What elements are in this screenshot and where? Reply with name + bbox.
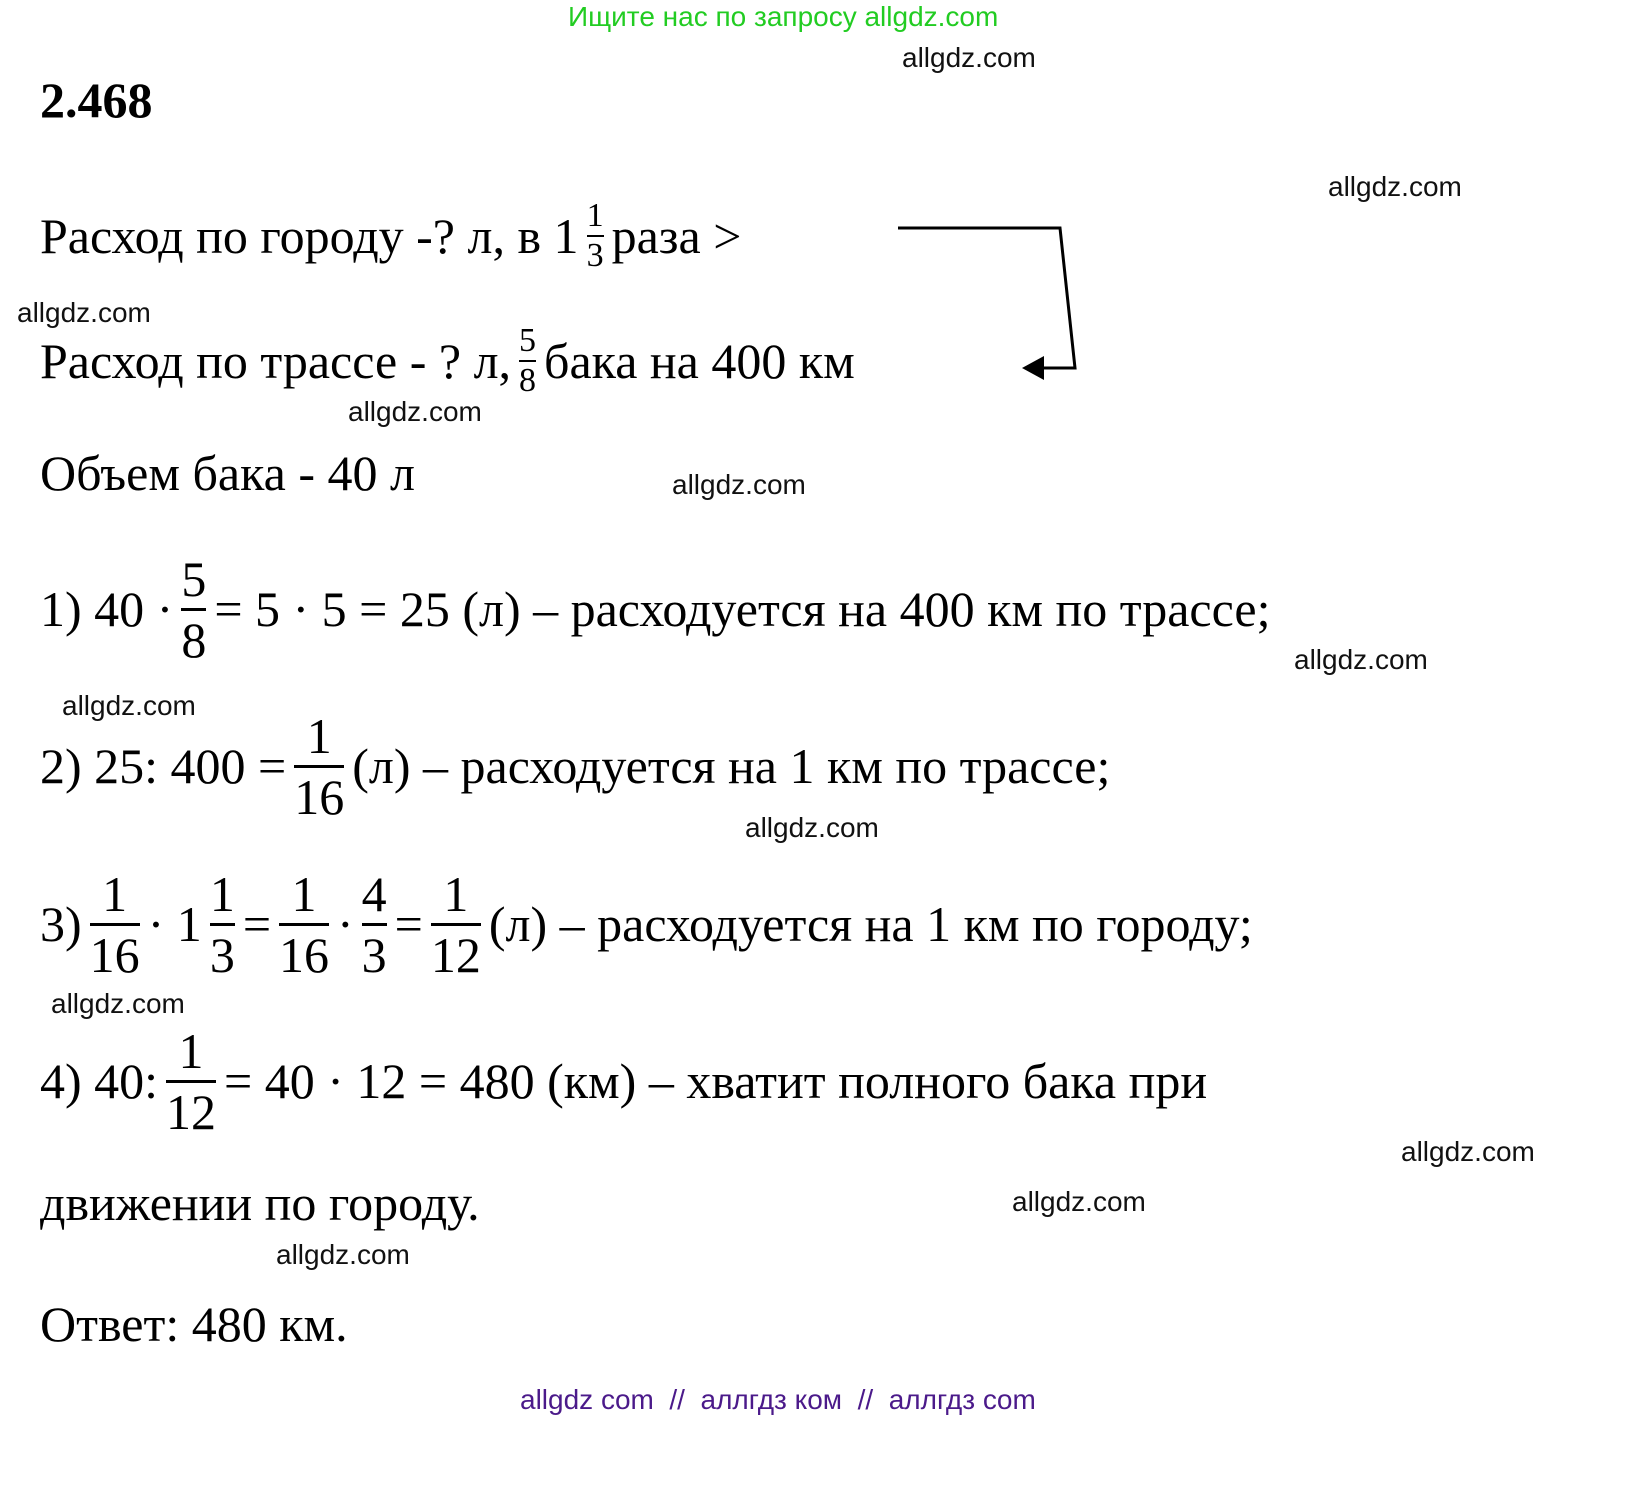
problem-number: 2.468 bbox=[40, 72, 153, 128]
watermark: allgdz.com bbox=[1294, 644, 1428, 675]
text: (л) – расходуется на 1 км по городу; bbox=[488, 896, 1253, 952]
denominator: 3 bbox=[209, 926, 235, 983]
step-4 bbox=[40, 1011, 1207, 1151]
denominator: 16 bbox=[279, 926, 330, 983]
denominator: 8 bbox=[519, 362, 537, 399]
denominator: 3 bbox=[361, 926, 387, 983]
numerator: 5 bbox=[519, 322, 537, 359]
step-4-continued: движении по городу. bbox=[40, 1175, 480, 1231]
fraction bbox=[279, 865, 330, 983]
numerator: 5 bbox=[181, 550, 207, 607]
fraction bbox=[361, 865, 387, 983]
text: (л) – расходуется на 1 км по трассе; bbox=[352, 738, 1111, 794]
numerator: 1 bbox=[209, 865, 235, 922]
step-1 bbox=[40, 539, 1271, 679]
denominator: 16 bbox=[294, 768, 345, 825]
text: = bbox=[242, 896, 272, 952]
watermark: allgdz.com bbox=[672, 469, 806, 500]
numerator: 1 bbox=[586, 197, 604, 234]
denominator: 12 bbox=[166, 1083, 217, 1140]
fraction-bar bbox=[279, 923, 329, 926]
fraction-bar bbox=[362, 923, 387, 926]
fraction bbox=[519, 324, 536, 398]
watermark: allgdz.com bbox=[276, 1239, 410, 1270]
fraction bbox=[294, 707, 345, 825]
text: 1) 40 · bbox=[40, 581, 174, 637]
given-highway bbox=[40, 291, 855, 431]
search-banner: Ищите нас по запросу allgdz.com bbox=[568, 1, 999, 32]
text: Расход по городу -? л, в 1 bbox=[40, 208, 579, 264]
given-tank: Объем бака - 40 л bbox=[40, 445, 415, 501]
denominator: 8 bbox=[181, 611, 207, 668]
footer-watermark: allgdz com // аллгдз ком // аллгдз com bbox=[520, 1384, 1036, 1415]
denominator: 3 bbox=[586, 237, 604, 274]
fraction-bar bbox=[181, 608, 206, 611]
fraction-bar bbox=[90, 923, 140, 926]
watermark: allgdz.com bbox=[1328, 171, 1462, 202]
fraction bbox=[181, 550, 207, 668]
text: Расход по трассе - ? л, bbox=[40, 333, 512, 389]
text: · 1 bbox=[147, 896, 202, 952]
step-2 bbox=[40, 696, 1110, 836]
watermark: allgdz.com bbox=[1401, 1136, 1535, 1167]
numerator: 1 bbox=[443, 865, 469, 922]
denominator: 16 bbox=[89, 926, 140, 983]
fraction bbox=[430, 865, 481, 983]
fraction bbox=[89, 865, 140, 983]
fraction-bar bbox=[431, 923, 481, 926]
watermark: allgdz.com bbox=[902, 42, 1036, 73]
answer: Ответ: 480 км. bbox=[40, 1296, 348, 1352]
watermark: allgdz.com bbox=[62, 690, 196, 721]
text: = 40 · 12 = 480 (км) – хватит полного бака при bbox=[224, 1053, 1208, 1109]
denominator: 12 bbox=[430, 926, 481, 983]
text: 3) bbox=[40, 896, 82, 952]
text: 2) 25: 400 = bbox=[40, 738, 287, 794]
text: бака на 400 км bbox=[544, 333, 855, 389]
text: 4) 40: bbox=[40, 1053, 159, 1109]
watermark: allgdz.com bbox=[17, 297, 151, 328]
watermark: allgdz.com bbox=[348, 396, 482, 427]
numerator: 1 bbox=[291, 865, 317, 922]
fraction-bar bbox=[166, 1080, 216, 1083]
text: = 5 · 5 = 25 (л) – расходуется на 400 км по трассе; bbox=[214, 581, 1271, 637]
fraction bbox=[209, 865, 235, 983]
watermark: allgdz.com bbox=[745, 812, 879, 843]
fraction-bar bbox=[294, 765, 344, 768]
fraction bbox=[166, 1022, 217, 1140]
fraction-bar bbox=[210, 923, 235, 926]
step-3 bbox=[40, 854, 1253, 994]
watermark: allgdz.com bbox=[51, 988, 185, 1019]
text: · bbox=[337, 896, 354, 952]
numerator: 1 bbox=[306, 707, 332, 764]
numerator: 1 bbox=[102, 865, 128, 922]
numerator: 1 bbox=[178, 1022, 204, 1079]
watermark: allgdz.com bbox=[1012, 1186, 1146, 1217]
numerator: 4 bbox=[361, 865, 387, 922]
text: раза > bbox=[611, 208, 742, 264]
text: = bbox=[394, 896, 423, 952]
